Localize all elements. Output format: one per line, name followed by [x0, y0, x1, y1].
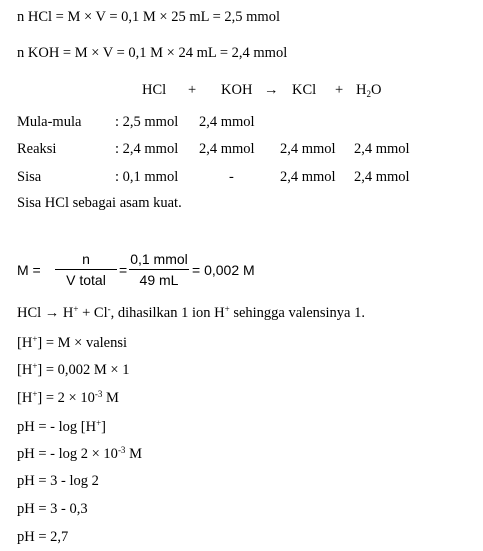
row-label: Mula-mula	[17, 114, 82, 130]
step-line: [H+] = 0,002 M × 1	[17, 361, 130, 378]
product-kcl: KCl	[292, 82, 317, 98]
step-line: pH = 3 - 0,3	[17, 501, 88, 517]
step-line: $[H^+] = 2 \times 10^{-3}$ M	[17, 389, 119, 406]
step-line: pH = - log [H+]	[17, 418, 106, 435]
molarity-result: = 0,002 M	[192, 262, 255, 278]
step-line: pH = 3 - log 2	[17, 473, 99, 489]
note-text: Sisa HCl sebagai asam kuat.	[17, 195, 182, 211]
product-water: $H_2O$	[356, 82, 382, 99]
fraction-mmol-over-ml	[129, 250, 189, 289]
molarity-lhs: M =	[17, 262, 41, 278]
step-line: pH = 2,7	[17, 529, 69, 545]
reaction-arrow: →	[264, 82, 279, 98]
koh-value: 2,4 mmol	[199, 114, 255, 130]
kcl-value: 2,4 mmol	[280, 141, 336, 157]
kcl-value: 2,4 mmol	[280, 169, 336, 185]
fraction-bar	[129, 269, 189, 270]
hcl-value: : 2,4 mmol	[115, 141, 179, 157]
step-line: pH = - $\log 2 \times 10^{-3}$ M	[17, 445, 142, 462]
water-value: 2,4 mmol	[354, 141, 410, 157]
equals-sign: =	[119, 262, 128, 278]
fraction-n-over-v	[55, 250, 117, 289]
denominator: V total	[66, 272, 106, 288]
koh-value: -	[229, 169, 234, 185]
plus-sign: +	[188, 82, 197, 98]
hcl-value: : 2,5 mmol	[115, 114, 179, 130]
hcl-moles-line: n HCl = M × V = 0,1 M × 25 mL = 2,5 mmol	[17, 9, 280, 25]
water-value: 2,4 mmol	[354, 169, 410, 185]
hcl-value: : 0,1 mmol	[115, 169, 179, 185]
denominator: 49 mL	[139, 272, 179, 288]
numerator: 0,1 mmol	[130, 251, 188, 267]
step-line: [H+] = M × valensi	[17, 334, 128, 351]
plus-sign: +	[335, 82, 344, 98]
koh-moles-line: n KOH = M × V = 0,1 M × 24 mL = 2,4 mmol	[17, 45, 288, 61]
numerator: n	[82, 251, 90, 267]
ionization-line: HCl → H+ + Cl-, dihasilkan 1 ion H+ sehingga valensinya 1.	[17, 304, 365, 321]
reactant-hcl: HCl	[142, 82, 167, 98]
koh-value: 2,4 mmol	[199, 141, 255, 157]
fraction-bar	[55, 269, 117, 270]
row-label: Sisa	[17, 169, 42, 185]
row-label: Reaksi	[17, 141, 57, 157]
reactant-koh: KOH	[221, 82, 253, 98]
